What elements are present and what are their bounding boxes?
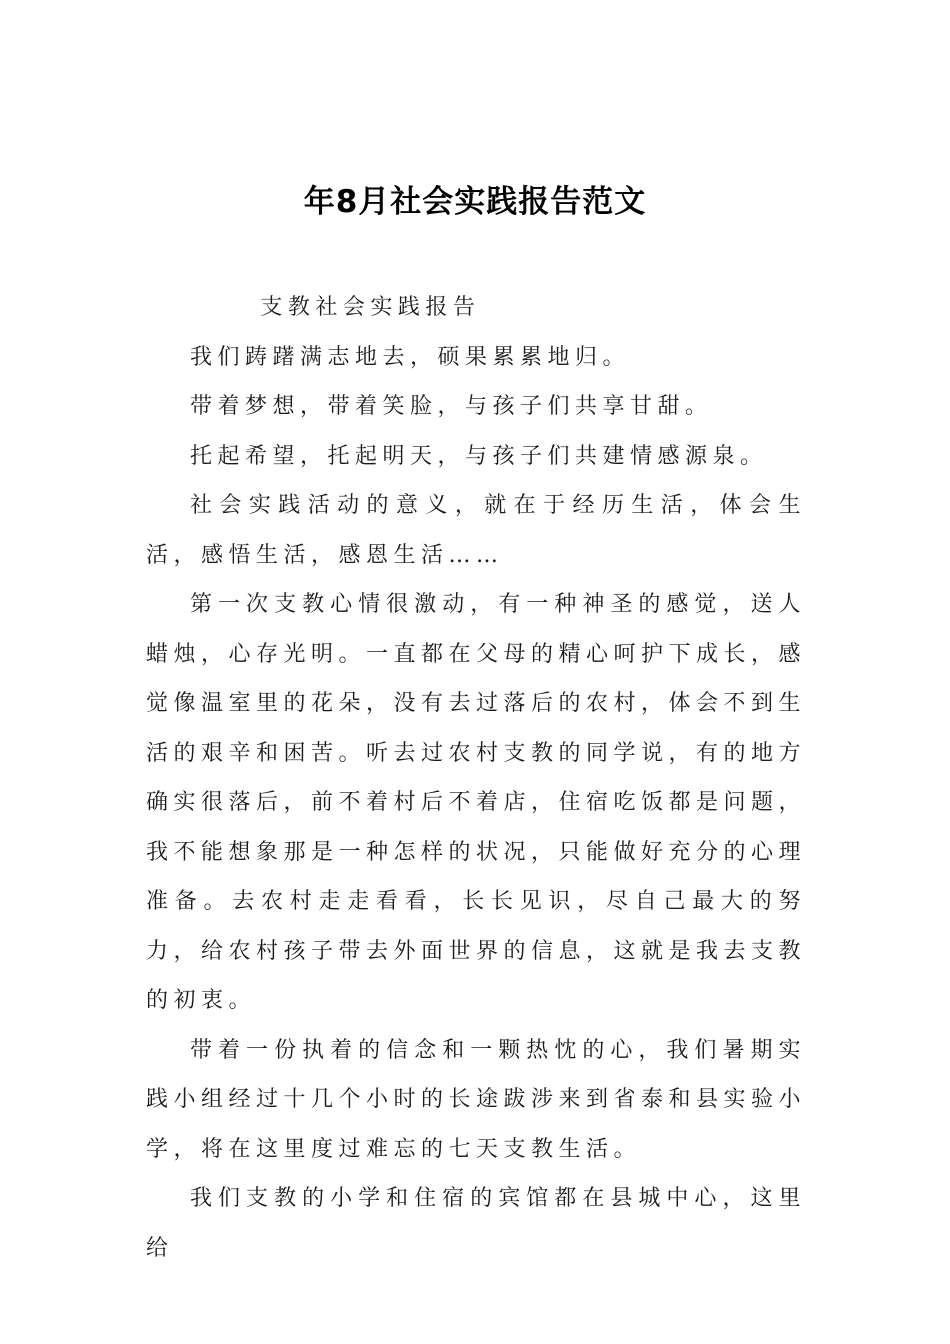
paragraph: 我们踌躇满志地去，硕果累累地归。 [190,344,631,370]
paragraph: 第一次支教心情很激动，有一种神圣的感觉，送人蜡烛，心存光明。一直都在父母的精心呵护下成长，感觉像温室里的花朵，没有去过落后的农村，体会不到生活的艰辛和困苦。听去过农村支教的同学说，有的地方确实很落后，前不着村后不着店，住宿吃饭都是问题，我不能想象那是一种怎样的状况，只能做好充分的心理准备。去农村走走看看，长长见识，尽自己最大的努力，给农村孩子带去外面世界的信息，这就是我去支教的初衷。 [146,592,807,1013]
document-subtitle: 支教社会实践报告 [260,295,481,320]
paragraph: 托起希望，托起明天，与孩子们共建情感源泉。 [190,443,768,469]
document-body [146,283,806,1273]
paragraph: 社会实践活动的意义，就在于经历生活，体会生活，感悟生活，感恩生活…… [146,493,806,568]
document-title: 年8月社会实践报告范文 [303,183,647,220]
paragraph: 我们支教的小学和住宿的宾馆都在县城中心，这里给 [146,1186,806,1261]
paragraph: 带着梦想，带着笑脸，与孩子们共享甘甜。 [190,394,713,419]
paragraph: 带着一份执着的信念和一颗热忱的心，我们暑期实践小组经过十几个小时的长途跋涉来到省泰和县实验小学，将在这里度过难忘的七天支教生活。 [146,1037,807,1162]
